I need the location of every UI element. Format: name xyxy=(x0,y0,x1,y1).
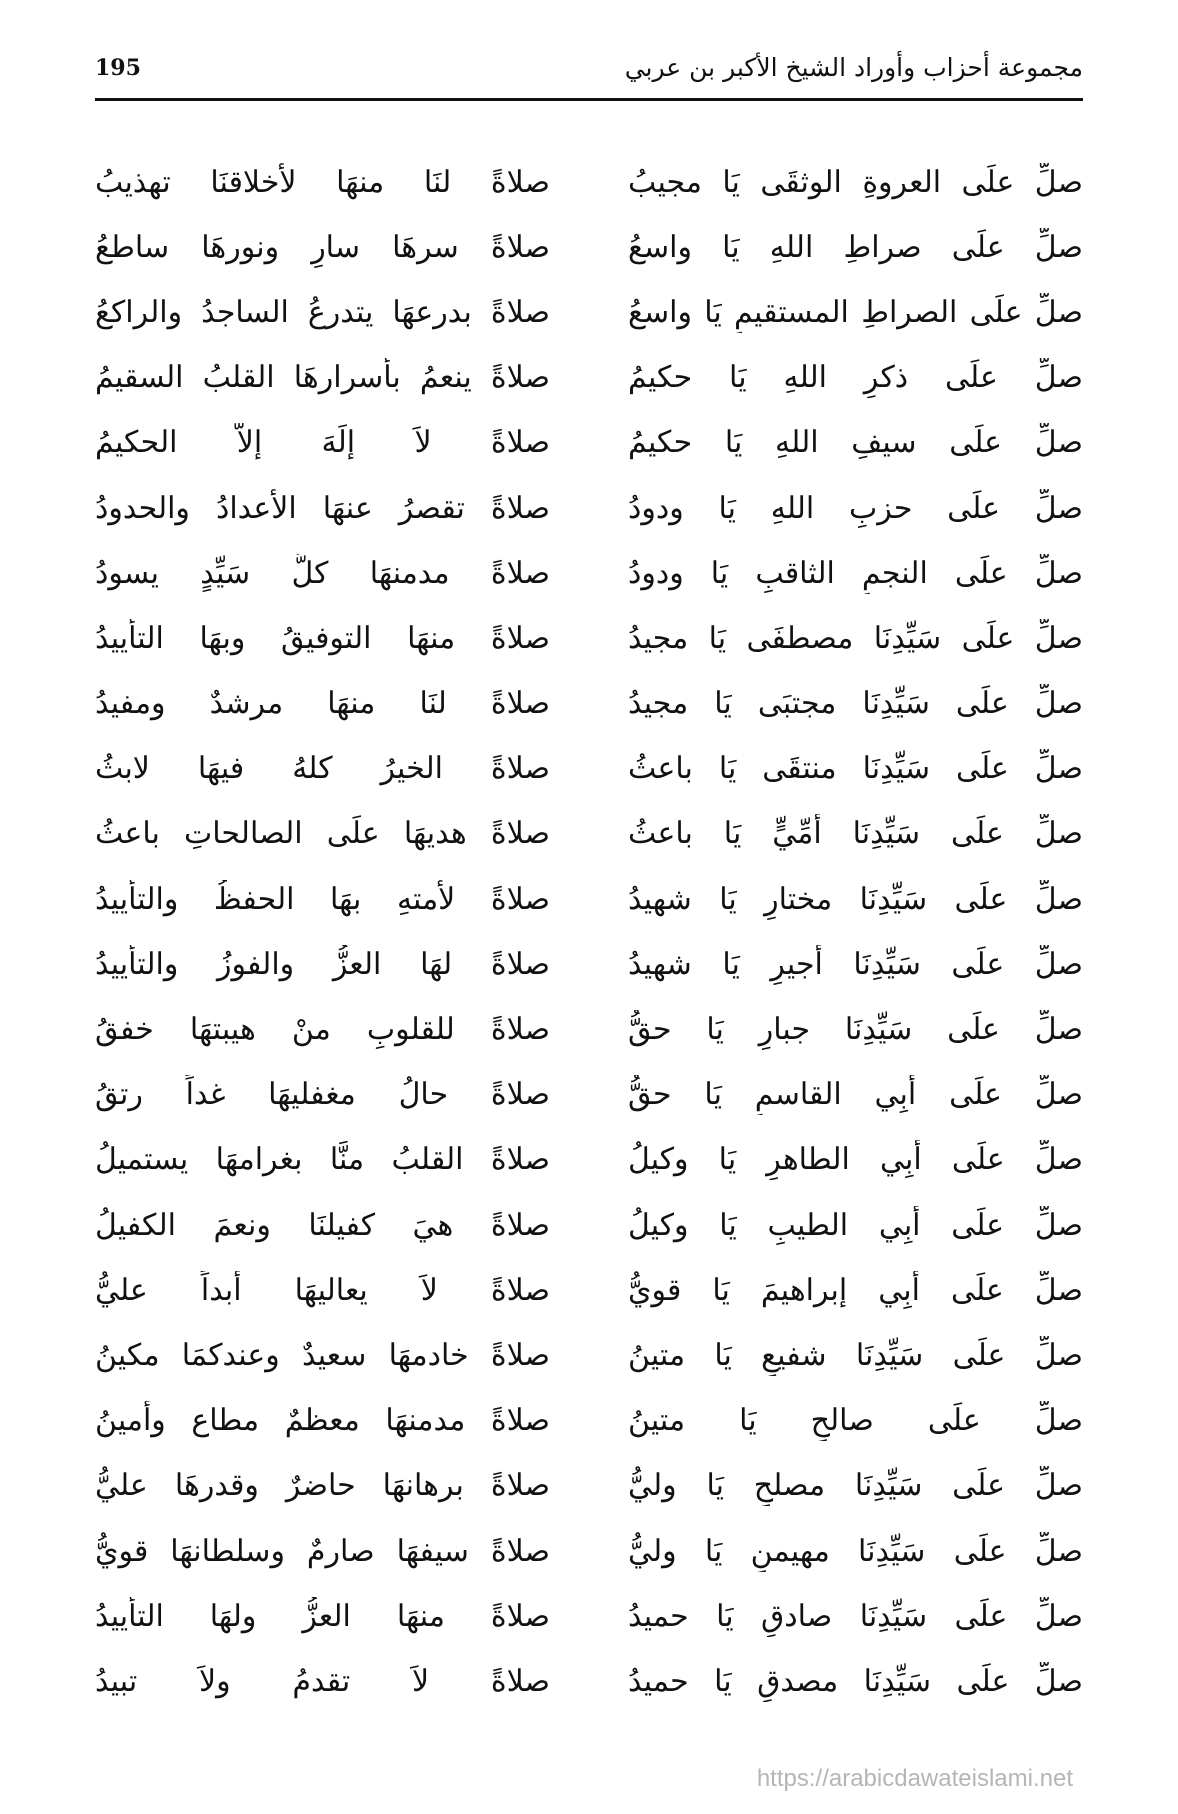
verse-first-hemistich: صلِّ علَى سَيِّدِنَا مهيمنٍ يَا وليُّ xyxy=(628,1533,1083,1569)
verse-second-hemistich: صلاةً سيفهَا صارمٌ وسلطانهَا قويُّ xyxy=(95,1533,550,1569)
verse-second-hemistich: صلاةً لاَ يعاليهَا أبداً عليُّ xyxy=(95,1272,550,1308)
verse-first-hemistich: صلِّ علَى صراطِ اللهِ يَا واسعُ xyxy=(628,229,1083,265)
verse-line xyxy=(95,1584,1083,1649)
verse-line xyxy=(95,932,1083,997)
verse-first-hemistich: صلِّ علَى سَيِّدِنَا مختارٍ يَا شهيدُ xyxy=(628,881,1083,917)
verse-second-hemistich: صلاةً لنَا منهَا لأخلاقنَا تهذيبُ xyxy=(95,164,550,200)
verse-first-hemistich: صلِّ علَى سَيِّدِنَا مصدقٍ يَا حميدُ xyxy=(628,1663,1083,1699)
verse-first-hemistich: صلِّ علَى سَيِّدِنَا أجيرٍ يَا شهيدُ xyxy=(628,946,1083,982)
header-rule xyxy=(95,98,1083,101)
verse-line xyxy=(95,802,1083,867)
verse-first-hemistich: صلِّ علَى ذكرِ اللهِ يَا حكيمُ xyxy=(628,360,1083,396)
verse-second-hemistich: صلاةً لاَ تقدمُ ولاَ تبيدُ xyxy=(95,1663,550,1699)
verse-line xyxy=(95,672,1083,737)
verse-line xyxy=(95,1323,1083,1388)
verse-first-hemistich: صلِّ علَى العروةِ الوثقَى يَا مجيبُ xyxy=(628,164,1083,200)
verse-second-hemistich: صلاةً سرهَا سارٍ ونورهَا ساطعُ xyxy=(95,229,550,265)
verse-first-hemistich: صلِّ علَى سَيِّدِنَا مصلحٍ يَا وليُّ xyxy=(628,1468,1083,1504)
verse-second-hemistich: صلاةً منهَا التوفيقُ وبهَا التأييدُ xyxy=(95,620,550,656)
verse-second-hemistich: صلاةً لاَ إلَهَ إلاَّ الحكيمُ xyxy=(95,425,550,461)
verse-second-hemistich: صلاةً خادمهَا سعيدٌ وعندكمَا مكينُ xyxy=(95,1337,550,1373)
verse-second-hemistich: صلاةً مدمنهَا معظمٌ مطاع وأمينُ xyxy=(95,1403,550,1439)
verse-line xyxy=(95,737,1083,802)
verse-second-hemistich: صلاةً مدمنهَا كلُّ سَيِّدٍ يسودُ xyxy=(95,555,550,591)
verse-second-hemistich: صلاةً هيَ كفيلنَا ونعمَ الكفيلُ xyxy=(95,1207,550,1243)
verse-line xyxy=(95,606,1083,671)
verse-line xyxy=(95,1389,1083,1454)
page-number: 195 xyxy=(95,55,141,81)
verse-first-hemistich: صلِّ علَى سَيِّدِنَا مصطفَى يَا مجيدُ xyxy=(628,620,1083,656)
verse-first-hemistich: صلِّ علَى أبِي الطيبِ يَا وكيلُ xyxy=(628,1207,1083,1243)
verse-first-hemistich: صلِّ علَى سَيِّدِنَا صادقٍ يَا حميدُ xyxy=(628,1598,1083,1634)
verse-line xyxy=(95,215,1083,280)
verse-line xyxy=(95,1649,1083,1714)
verse-second-hemistich: صلاةً ينعمُ بأسرارهَا القلبُ السقيمُ xyxy=(95,360,550,396)
verse-second-hemistich: صلاةً برهانهَا حاضرٌ وقدرهَا عليُّ xyxy=(95,1468,550,1504)
verse-first-hemistich: صلِّ علَى سَيِّدِنَا شفيعٍ يَا متينُ xyxy=(628,1337,1083,1373)
verse-first-hemistich: صلِّ علَى سَيِّدِنَا جبارٍ يَا حقُّ xyxy=(628,1012,1083,1048)
verse-line xyxy=(95,346,1083,411)
verse-first-hemistich: صلِّ علَى حزبِ اللهِ يَا ودودُ xyxy=(628,490,1083,526)
verse-second-hemistich: صلاةً حالُ مغفليهَا غداً رتقُ xyxy=(95,1077,550,1113)
verse-second-hemistich: صلاةً منهَا العزُّ ولهَا التأييدُ xyxy=(95,1598,550,1634)
verse-first-hemistich: صلِّ علَى سَيِّدِنَا منتقَى يَا باعثُ xyxy=(628,751,1083,787)
running-title: مجموعة أحزاب وأوراد الشيخ الأكبر بن عربي xyxy=(624,53,1083,82)
verse-line xyxy=(95,280,1083,345)
verse-line xyxy=(95,997,1083,1062)
verse-second-hemistich: صلاةً هديهَا علَى الصالحاتِ باعثُ xyxy=(95,816,550,852)
verse-line xyxy=(95,1128,1083,1193)
verse-line xyxy=(95,476,1083,541)
verse-first-hemistich: صلِّ علَى سيفِ اللهِ يَا حكيمُ xyxy=(628,425,1083,461)
verse-second-hemistich: صلاةً القلبُ منَّا بغرامهَا يستميلُ xyxy=(95,1142,550,1178)
poem-body xyxy=(95,150,1083,1715)
verse-second-hemistich: صلاةً الخيرُ كلهُ فيهَا لابثُ xyxy=(95,751,550,787)
verse-first-hemistich: صلِّ علَى صالحٍ يَا متينُ xyxy=(628,1403,1083,1439)
verse-first-hemistich: صلِّ علَى سَيِّدِنَا مجتبَى يَا مجيدُ xyxy=(628,686,1083,722)
verse-first-hemistich: صلِّ علَى أبِي الطاهرِ يَا وكيلُ xyxy=(628,1142,1083,1178)
verse-line xyxy=(95,1193,1083,1258)
verse-second-hemistich: صلاةً للقلوبِ منْ هيبتهَا خفقُ xyxy=(95,1012,550,1048)
verse-line xyxy=(95,150,1083,215)
verse-second-hemistich: صلاةً تقصرُ عنهَا الأعدادُ والحدودُ xyxy=(95,490,550,526)
verse-first-hemistich: صلِّ علَى سَيِّدِنَا أمِّيٍّ يَا باعثُ xyxy=(628,816,1083,852)
verse-first-hemistich: صلِّ علَى الصراطِ المستقيمِ يَا واسعُ xyxy=(628,294,1083,330)
verse-first-hemistich: صلِّ علَى النجمِ الثاقبِ يَا ودودُ xyxy=(628,555,1083,591)
verse-first-hemistich: صلِّ علَى أبِي القاسمِ يَا حقُّ xyxy=(628,1077,1083,1113)
verse-second-hemistich: صلاةً بدرعهَا يتدرعُ الساجدُ والراكعُ xyxy=(95,294,550,330)
verse-line xyxy=(95,867,1083,932)
verse-line xyxy=(95,411,1083,476)
verse-line xyxy=(95,541,1083,606)
verse-second-hemistich: صلاةً لنَا منهَا مرشدٌ ومفيدُ xyxy=(95,686,550,722)
website-watermark: https://arabicdawateislami.net xyxy=(756,1765,1073,1792)
page-header xyxy=(95,48,1083,88)
verse-line xyxy=(95,1063,1083,1128)
verse-second-hemistich: صلاةً لأمتهِ بهَا الحفظُ والتأييدُ xyxy=(95,881,550,917)
verse-line xyxy=(95,1519,1083,1584)
verse-second-hemistich: صلاةً لهَا العزُّ والفوزُ والتأييدُ xyxy=(95,946,550,982)
verse-line xyxy=(95,1258,1083,1323)
verse-line xyxy=(95,1454,1083,1519)
verse-first-hemistich: صلِّ علَى أبِي إبراهيمَ يَا قويُّ xyxy=(628,1272,1083,1308)
